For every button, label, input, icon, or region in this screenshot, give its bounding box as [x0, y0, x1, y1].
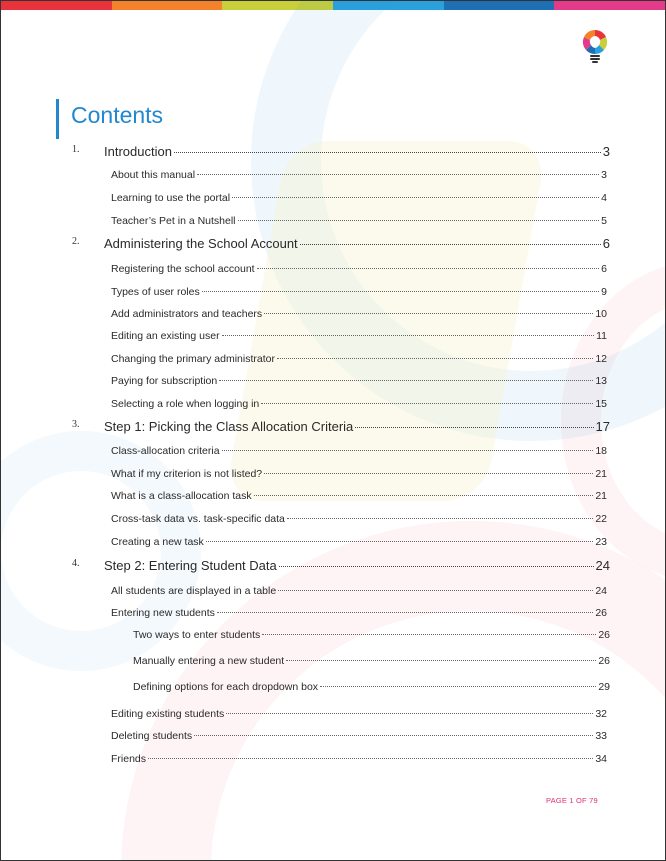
toc-entry-label: Defining options for each dropdown box — [133, 681, 319, 693]
toc-page-number: 13 — [595, 375, 607, 387]
toc-entry-label: Selecting a role when logging in — [111, 398, 260, 410]
toc-entry-label: Teacher’s Pet in a Nutshell — [111, 215, 236, 227]
toc-entry-manual-entry[interactable] — [133, 655, 610, 667]
toc-leader-dots — [355, 427, 593, 428]
stripe-blue — [444, 1, 555, 10]
toc-entry-label: All students are displayed in a table — [111, 585, 277, 597]
toc-entry-label: Friends — [111, 753, 147, 765]
toc-entry-selecting-role[interactable] — [111, 398, 607, 410]
toc-page-number: 18 — [595, 445, 607, 457]
toc-entry-editing-user[interactable] — [111, 330, 607, 342]
toc-entry-about-this-manual[interactable] — [111, 169, 607, 181]
toc-entry-label: Step 1: Picking the Class Allocation Criteria — [104, 419, 354, 434]
toc-entry-label: Administering the School Account — [104, 236, 298, 251]
title-accent-bar — [56, 99, 59, 139]
toc-leader-dots — [264, 313, 593, 314]
toc-entry-entering-students[interactable] — [111, 607, 607, 619]
toc-entry-label: Paying for subscription — [111, 375, 218, 387]
toc-section-number: 3. — [72, 419, 80, 430]
toc-page-number: 3 — [601, 169, 607, 181]
toc-leader-dots — [279, 566, 594, 567]
toc-leader-dots — [238, 220, 600, 221]
toc-leader-dots — [148, 758, 593, 759]
toc-entry-label: Registering the school account — [111, 263, 255, 275]
toc-leader-dots — [257, 268, 600, 269]
toc-entry-nutshell[interactable] — [111, 215, 607, 227]
toc-section-3[interactable] — [72, 419, 610, 434]
toc-entry-label: What is a class-allocation task — [111, 490, 252, 502]
toc-page-number: 17 — [595, 419, 610, 434]
toc-entry-friends[interactable] — [111, 753, 607, 765]
toc-entry-label: Types of user roles — [111, 286, 200, 298]
toc-page-number: 6 — [602, 236, 610, 251]
stripe-lime — [222, 1, 333, 10]
toc-entry-label: Changing the primary administrator — [111, 353, 275, 365]
toc-entry-label: What if my criterion is not listed? — [111, 468, 263, 480]
toc-leader-dots — [219, 380, 593, 381]
toc-page-number: 9 — [601, 286, 607, 298]
toc-leader-dots — [262, 634, 596, 635]
toc-leader-dots — [217, 612, 593, 613]
toc-entry-label: Creating a new task — [111, 536, 204, 548]
toc-page-number: 34 — [595, 753, 607, 765]
toc-entry-dropdown-options[interactable] — [133, 681, 610, 693]
toc-entry-criterion-not-listed[interactable] — [111, 468, 607, 480]
toc-section-4[interactable] — [72, 558, 610, 573]
toc-page-number: 10 — [595, 308, 607, 320]
toc-entry-registering[interactable] — [111, 263, 607, 275]
toc-entry-primary-admin[interactable] — [111, 353, 607, 365]
toc-entry-cross-task[interactable] — [111, 513, 607, 525]
toc-entry-students-table[interactable] — [111, 585, 607, 597]
toc-page-number: 12 — [595, 353, 607, 365]
toc-entry-allocation-task[interactable] — [111, 490, 607, 502]
toc-entry-label: About this manual — [111, 169, 196, 181]
toc-page-number: 24 — [595, 558, 610, 573]
toc-page-number: 26 — [595, 607, 607, 619]
toc-entry-deleting-students[interactable] — [111, 730, 607, 742]
toc-leader-dots — [278, 590, 593, 591]
toc-entry-label: Entering new students — [111, 607, 215, 619]
stripe-red — [1, 1, 112, 10]
toc-section-1[interactable] — [72, 144, 610, 159]
toc-leader-dots — [174, 152, 601, 153]
toc-entry-two-ways[interactable] — [133, 629, 610, 641]
toc-entry-new-task[interactable] — [111, 536, 607, 548]
toc-leader-dots — [300, 244, 601, 245]
toc-entry-label: Step 2: Entering Student Data — [104, 558, 277, 573]
toc-page-number: 33 — [595, 730, 607, 742]
lightbulb-logo-icon — [579, 26, 611, 66]
toc-page-number: 4 — [601, 192, 607, 204]
toc-leader-dots — [197, 174, 599, 175]
toc-section-2[interactable] — [72, 236, 610, 251]
toc-page-number: 3 — [602, 144, 610, 159]
toc-entry-label: Class-allocation criteria — [111, 445, 220, 457]
toc-entry-user-roles[interactable] — [111, 286, 607, 298]
toc-entry-learning-portal[interactable] — [111, 192, 607, 204]
toc-page-number: 6 — [601, 263, 607, 275]
toc-leader-dots — [194, 735, 593, 736]
toc-entry-editing-students[interactable] — [111, 708, 607, 720]
toc-leader-dots — [226, 713, 593, 714]
stripe-orange — [112, 1, 223, 10]
toc-page-number: 11 — [596, 330, 607, 342]
toc-leader-dots — [264, 473, 593, 474]
toc-section-number: 1. — [72, 144, 80, 155]
toc-entry-label: Learning to use the portal — [111, 192, 231, 204]
stripe-pink — [554, 1, 665, 10]
page-footer: PAGE 1 OF 79 — [546, 796, 598, 805]
toc-leader-dots — [222, 335, 595, 336]
toc-page-number: 5 — [601, 215, 607, 227]
toc-leader-dots — [320, 686, 596, 687]
toc-page-number: 24 — [595, 585, 607, 597]
toc-entry-add-admins[interactable] — [111, 308, 607, 320]
toc-page-number: 29 — [598, 681, 610, 693]
toc-entry-label: Manually entering a new student — [133, 655, 285, 667]
stripe-light-blue — [333, 1, 444, 10]
toc-leader-dots — [286, 660, 596, 661]
toc-entry-paying[interactable] — [111, 375, 607, 387]
toc-section-number: 4. — [72, 558, 80, 569]
toc-page-number: 23 — [595, 536, 607, 548]
toc-leader-dots — [261, 403, 593, 404]
toc-leader-dots — [254, 495, 594, 496]
toc-page-number: 26 — [598, 655, 610, 667]
toc-leader-dots — [206, 541, 594, 542]
toc-page-number: 21 — [595, 468, 607, 480]
toc-entry-label: Editing existing students — [111, 708, 225, 720]
toc-page-number: 32 — [595, 708, 607, 720]
color-stripe-bar — [1, 1, 665, 10]
toc-leader-dots — [232, 197, 599, 198]
toc-entry-criteria[interactable] — [111, 445, 607, 457]
toc-leader-dots — [287, 518, 593, 519]
page-title: Contents — [71, 102, 164, 128]
toc-entry-label: Editing an existing user — [111, 330, 220, 342]
toc-section-number: 2. — [72, 236, 80, 247]
toc-page-number: 26 — [598, 629, 610, 641]
toc-entry-label: Deleting students — [111, 730, 193, 742]
toc-entry-label: Cross-task data vs. task-specific data — [111, 513, 285, 525]
toc-leader-dots — [202, 291, 599, 292]
toc-entry-label: Add administrators and teachers — [111, 308, 263, 320]
toc-entry-label: Two ways to enter students — [133, 629, 261, 641]
toc-page-number: 21 — [595, 490, 607, 502]
toc-entry-label: Introduction — [104, 144, 172, 159]
toc-page-number: 15 — [595, 398, 607, 410]
toc-leader-dots — [222, 450, 594, 451]
toc-leader-dots — [277, 358, 593, 359]
toc-page-number: 22 — [595, 513, 607, 525]
